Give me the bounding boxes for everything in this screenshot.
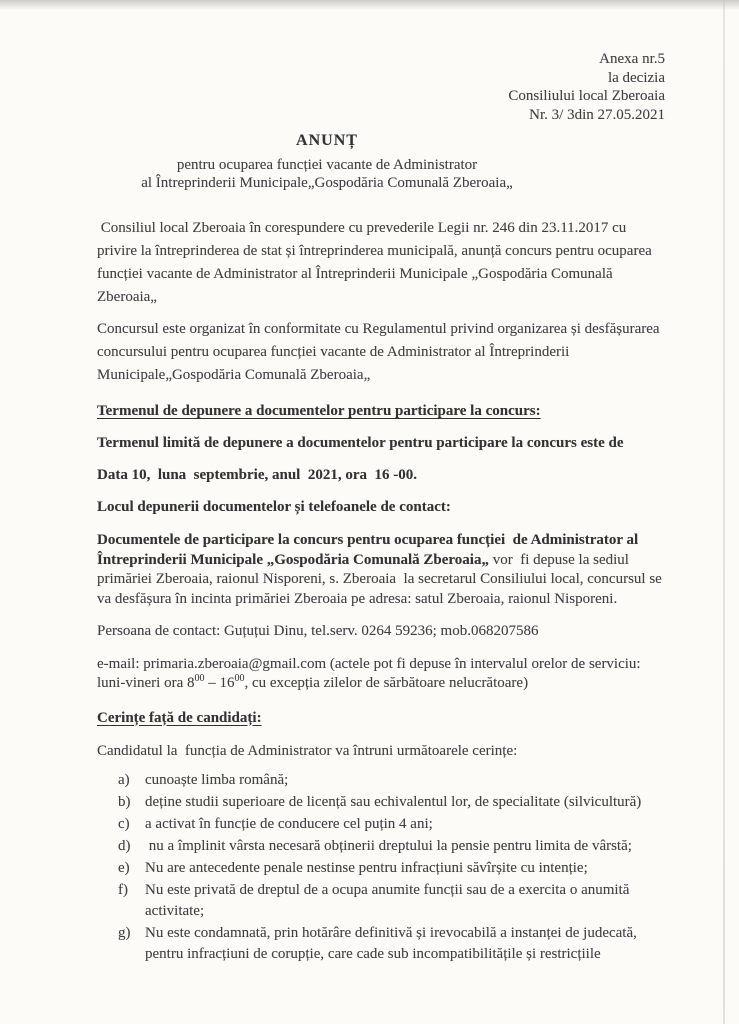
item-text: a activat în funcție de conducere cel puțin 4 ani; [145, 816, 433, 832]
documents-bold-text: Documentele de participare la concurs pentru ocuparea funcției de Administrator al Întreprinderii Municipale „Gospodăria Comunală Zberoaia„ [97, 532, 642, 568]
item-marker: a) [118, 772, 130, 788]
intro-paragraph-1: Consiliul local Zberoaia în corespundere cu prevederile Legii nr. 246 din 23.11.2017 cu privire la întreprinderea de stat și întreprinderea municipală, anunță concurs pentru ocuparea funcției vacante de Administrator al Întreprinderii Municipale „Gospodăria Comunală Zberoaia„ [97, 220, 656, 305]
contact-person-line: Persoana de contact: Guțuțui Dinu, tel.serv. 0264 59236; mob.068207586 [97, 623, 539, 639]
email-text-start: e-mail: primaria.zberoaia@gmail.com (actele pot fi depuse în intervalul orelor de serviciu: luni-vineri ora 8 [97, 655, 645, 691]
requirement-item-a [118, 770, 665, 791]
item-marker: b) [118, 794, 131, 810]
page-title: ANUNȚ [296, 132, 358, 149]
deadline-date-line: Data 10, luna septembrie, anul 2021, ora 16 -00. [97, 467, 417, 483]
requirement-item-c [118, 814, 665, 835]
annex-line-4: Nr. 3/ 3din 27.05.2021 [529, 106, 665, 123]
item-marker: g) [118, 925, 131, 941]
item-text: cunoaște limba română; [145, 772, 289, 788]
deadline-section-heading: Termenul de depunere a documentelor pentru participare la concurs: [97, 403, 541, 419]
requirement-item-e [118, 858, 665, 879]
subtitle-line-2: al Întreprinderii Municipale„Gospodăria Comunală Zberoaia„ [141, 175, 513, 191]
requirements-section-heading: Cerințe față de candidați: [97, 709, 262, 726]
annex-block [97, 50, 665, 124]
requirement-item-b [118, 792, 665, 813]
annex-line-2: la decizia [607, 69, 665, 86]
email-text-middle: – 16 [204, 675, 235, 691]
item-text: Nu are antecedente penale nestinse pentru infracțiuni săvîrșite cu intenție; [145, 860, 588, 876]
requirement-item-f [118, 880, 665, 922]
item-text: Nu este privată de dreptul de a ocupa anumite funcții sau de a exercita o anumită activitate; [145, 882, 634, 919]
annex-line-1: Anexa nr.5 [599, 51, 665, 67]
deadline-line-1: Termenul limită de depunere a documentelor pentru participare la concurs este de [97, 435, 624, 451]
item-text: nu a împlinit vârsta necesară obținerii dreptului la pensie pentru limita de vârstă; [145, 838, 632, 854]
item-text: Nu este condamnată, prin hotărâre definitivă și irevocabilă a instanței de judecată, pentru infracțiuni de corupție, care cade sub incompatibilitățile și restricțiile [145, 925, 641, 962]
item-marker: e) [118, 860, 130, 876]
item-marker: d) [118, 838, 131, 854]
requirements-intro: Candidatul la funcția de Administrator va întruni următoarele cerințe: [97, 742, 518, 759]
requirement-item-g [118, 923, 665, 965]
documents-regular-text: vor fi depuse la sediul primăriei Zberoaia, raionul Nisporeni, s. Zberoaia la secretarul Consiliului local, concursul se va desfășura în incinta primăriei Zberoaia pe adresa: satul Zberoaia, raionul Nisporeni. [97, 551, 666, 607]
deadline-location-heading: Locul depunerii documentelor și telefoanele de contact: [97, 499, 451, 515]
subtitle [97, 156, 557, 192]
documents-paragraph [97, 531, 665, 609]
item-marker: f) [118, 882, 128, 898]
item-marker: c) [118, 816, 130, 832]
requirements-list [97, 770, 665, 965]
email-superscript-1: 00 [194, 673, 205, 684]
email-text-end: , cu excepția zilelor de sărbătoare nelucrătoare) [244, 675, 529, 691]
title-block [97, 132, 557, 192]
email-line [97, 655, 665, 694]
requirement-item-d [118, 836, 665, 857]
intro-paragraph-2: Concursul este organizat în conformitate cu Regulamentul privind organizarea și desfășurarea concursului pentru ocuparea funcției vacante de Administrator al Întreprinderii Municipale„Gospodăria Comunală Zberoaia„ [97, 321, 664, 383]
annex-line-3: Consiliului local Zberoaia [508, 88, 665, 104]
subtitle-line-1: pentru ocuparea funcției vacante de Administrator [176, 157, 478, 173]
email-superscript-2: 00 [234, 673, 245, 684]
item-text: deține studii superioare de licență sau echivalentul lor, de specialitate (silvicultură) [145, 794, 642, 810]
